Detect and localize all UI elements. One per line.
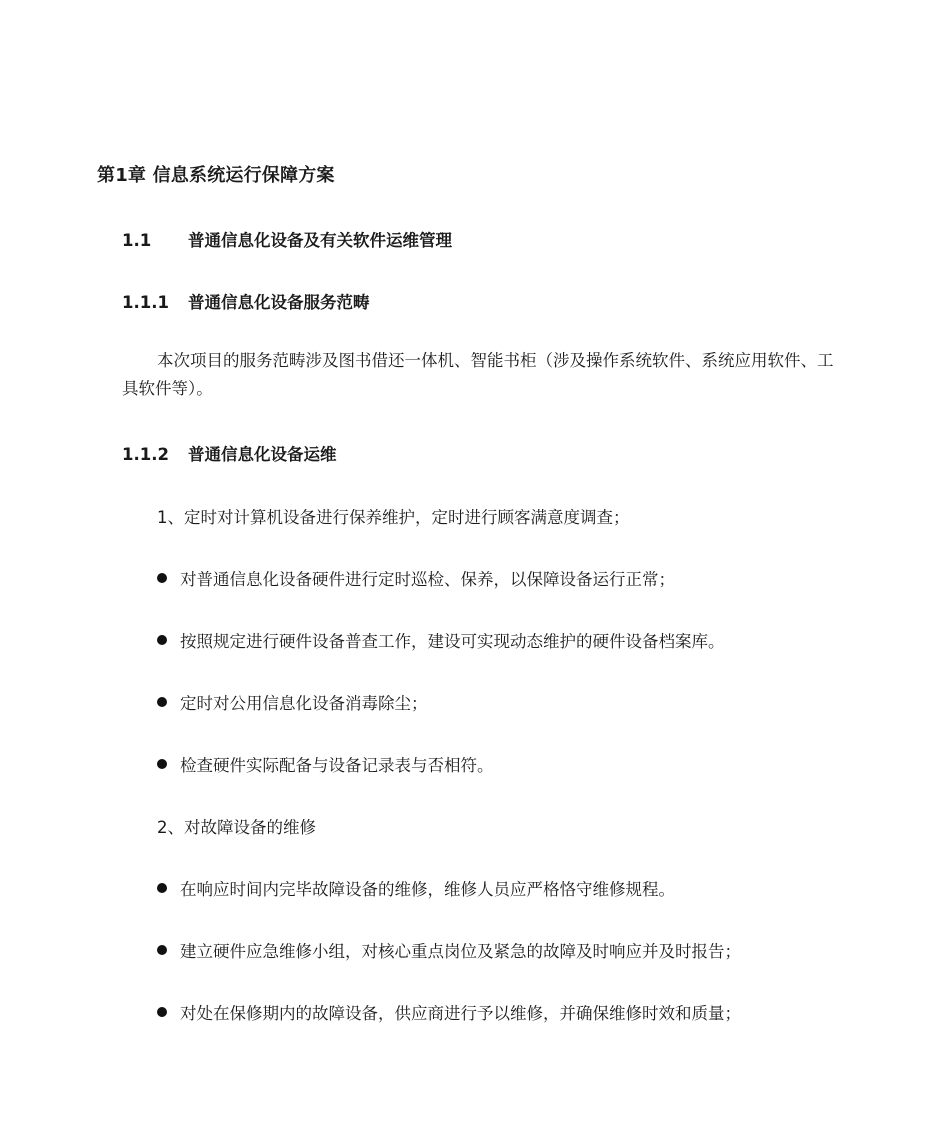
bullet-icon <box>157 635 167 645</box>
list-item <box>157 690 428 714</box>
bullet-icon <box>157 945 167 955</box>
numbered-item-1: 1、定时对计算机设备进行保养维护，定时进行顾客满意度调查； <box>157 508 630 527</box>
bullet-icon <box>157 573 167 583</box>
section-number: 1.1.2 <box>122 445 169 464</box>
section-title: 普通信息化设备及有关软件运维管理 <box>188 231 452 250</box>
section-number: 1.1 <box>122 231 152 250</box>
section-number: 1.1.1 <box>122 293 169 312</box>
section-title: 普通信息化设备运维 <box>188 445 337 464</box>
list-item-text: 按照规定进行硬件设备普查工作，建设可实现动态维护的硬件设备档案库。 <box>180 632 725 651</box>
scope-paragraph: 本次项目的服务范畴涉及图书借还一体机、智能书柜（涉及操作系统软件、系统应用软件、工具软件等）。 <box>122 351 834 398</box>
list-item <box>157 1000 741 1024</box>
bullet-icon <box>157 1007 167 1017</box>
list-item <box>157 938 741 962</box>
section-title: 普通信息化设备服务范畴 <box>188 293 370 312</box>
list-item-text: 对普通信息化设备硬件进行定时巡检、保养，以保障设备运行正常； <box>180 570 675 589</box>
bullet-icon <box>157 759 167 769</box>
section-heading-1-1-2 <box>122 441 337 465</box>
section-heading-1-1 <box>122 227 452 251</box>
list-item-text: 建立硬件应急维修小组，对核心重点岗位及紧急的故障及时响应并及时报告； <box>180 942 741 961</box>
numbered-item-2: 2、对故障设备的维修 <box>157 818 316 837</box>
list-item <box>157 876 675 900</box>
section-heading-1-1-1 <box>122 289 370 313</box>
list-item <box>157 566 675 590</box>
bullet-icon <box>157 697 167 707</box>
list-item-text: 在响应时间内完毕故障设备的维修，维修人员应严格恪守维修规程。 <box>180 880 675 899</box>
list-item-text: 对处在保修期内的故障设备，供应商进行予以维修，并确保维修时效和质量； <box>180 1004 741 1023</box>
chapter-title: 第1章 信息系统运行保障方案 <box>97 165 335 186</box>
list-item-text: 定时对公用信息化设备消毒除尘； <box>180 694 428 713</box>
list-item <box>157 628 725 652</box>
list-item <box>157 752 494 776</box>
bullet-icon <box>157 883 167 893</box>
list-item-text: 检查硬件实际配备与设备记录表与否相符。 <box>180 756 494 775</box>
